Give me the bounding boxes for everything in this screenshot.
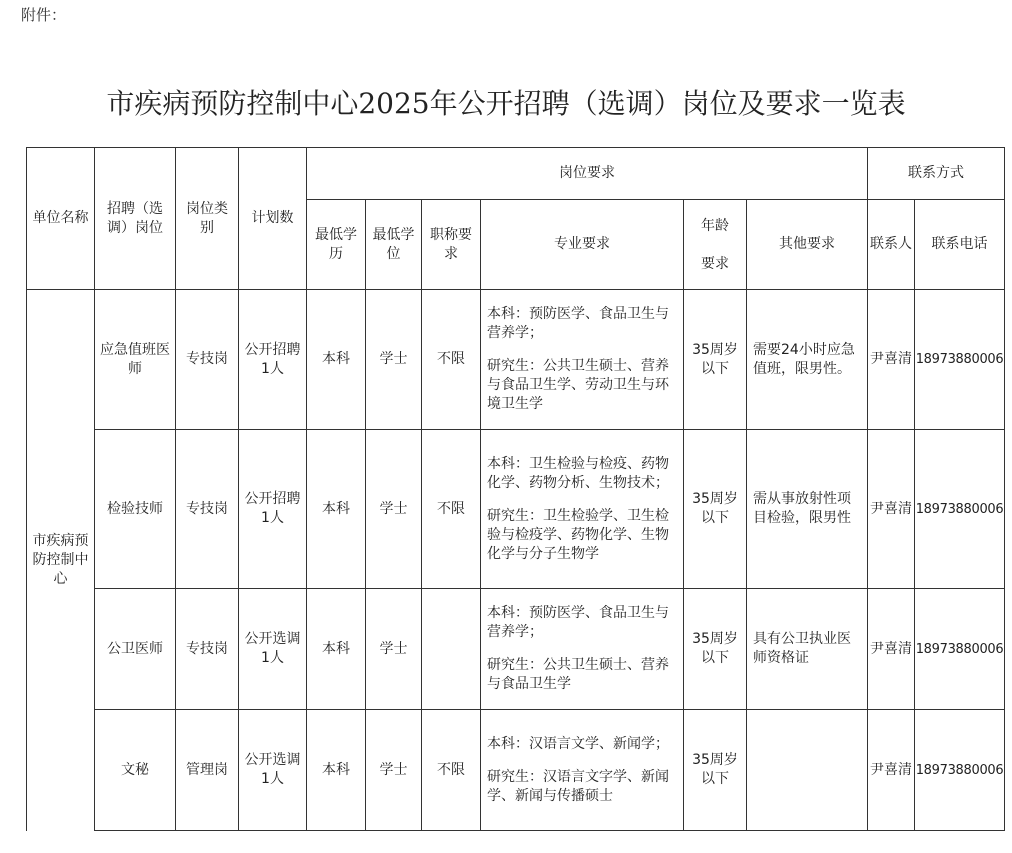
header-age-req-line2: 要求 [701, 255, 729, 272]
position-cell: 应急值班医师 [95, 290, 176, 430]
major-grad: 研究生：公共卫生硕士、营养与食品卫生学 [487, 657, 669, 692]
header-category: 岗位类别 [176, 148, 239, 290]
education-cell: 本科 [307, 710, 366, 831]
header-unit: 单位名称 [27, 148, 95, 290]
header-contact-phone: 联系电话 [915, 200, 1005, 290]
major-req-cell [481, 290, 684, 430]
header-requirements: 岗位要求 [307, 148, 868, 200]
header-contact-method: 联系方式 [868, 148, 1005, 200]
plan-cell: 公开选调1人 [239, 589, 307, 710]
major-grad: 研究生：公共卫生硕士、营养与食品卫生学、劳动卫生与环境卫生学 [487, 358, 669, 412]
major-req-cell [481, 710, 684, 831]
other-req-cell: 具有公卫执业医师资格证 [747, 589, 868, 710]
category-cell: 专技岗 [176, 430, 239, 589]
contact-phone-cell: 18973880006 [915, 430, 1005, 589]
attachment-label: 附件： [21, 6, 67, 24]
requirements-table [26, 147, 1005, 831]
table-row [27, 710, 1005, 831]
table-row [27, 430, 1005, 589]
table-row [27, 589, 1005, 710]
header-min-degree: 最低学位 [366, 200, 422, 290]
age-cell: 35周岁以下 [684, 589, 747, 710]
category-cell: 专技岗 [176, 290, 239, 430]
header-row-1 [27, 148, 1005, 200]
contact-person-cell: 尹喜清 [868, 290, 915, 430]
title-req-cell: 不限 [422, 290, 481, 430]
contact-phone-cell: 18973880006 [915, 290, 1005, 430]
major-req-cell [481, 589, 684, 710]
header-min-education: 最低学历 [307, 200, 366, 290]
header-plan: 计划数 [239, 148, 307, 290]
position-cell: 检验技师 [95, 430, 176, 589]
major-grad: 研究生：汉语言文字学、新闻学、新闻与传播硕士 [487, 768, 669, 804]
position-cell: 公卫医师 [95, 589, 176, 710]
education-cell: 本科 [307, 430, 366, 589]
title-req-cell: 不限 [422, 430, 481, 589]
degree-cell: 学士 [366, 589, 422, 710]
degree-cell: 学士 [366, 430, 422, 589]
plan-cell: 公开选调1人 [239, 710, 307, 831]
major-grad: 研究生：卫生检验学、卫生检验与检疫学、药物化学、生物化学与分子生物学 [487, 507, 669, 562]
category-cell: 管理岗 [176, 710, 239, 831]
contact-phone-cell: 18973880006 [915, 710, 1005, 831]
contact-person-cell: 尹喜清 [868, 710, 915, 831]
header-contact-person: 联系人 [868, 200, 915, 290]
unit-name-cell: 市疾病预防控制中心 [27, 290, 95, 831]
major-undergrad: 本科：预防医学、食品卫生与营养学； [487, 306, 669, 341]
other-req-cell: 需从事放射性项目检验，限男性 [747, 430, 868, 589]
other-req-cell [747, 710, 868, 831]
degree-cell: 学士 [366, 710, 422, 831]
header-title-req: 职称要求 [422, 200, 481, 290]
plan-cell: 公开招聘1人 [239, 430, 307, 589]
age-cell: 35周岁以下 [684, 430, 747, 589]
major-undergrad: 本科：预防医学、食品卫生与营养学； [487, 605, 669, 640]
header-position: 招聘（选调）岗位 [95, 148, 176, 290]
header-age-req [684, 200, 747, 290]
age-cell: 35周岁以下 [684, 290, 747, 430]
position-cell: 文秘 [95, 710, 176, 831]
header-other-req: 其他要求 [747, 200, 868, 290]
category-cell: 专技岗 [176, 589, 239, 710]
title-req-cell: 不限 [422, 710, 481, 831]
contact-person-cell: 尹喜清 [868, 589, 915, 710]
major-undergrad: 本科：汉语言文学、新闻学； [487, 735, 669, 752]
education-cell: 本科 [307, 290, 366, 430]
major-req-cell [481, 430, 684, 589]
table-row [27, 290, 1005, 430]
header-major-req: 专业要求 [481, 200, 684, 290]
other-req-cell: 需要24小时应急值班，限男性。 [747, 290, 868, 430]
contact-person-cell: 尹喜清 [868, 430, 915, 589]
header-age-req-line1: 年龄 [701, 217, 729, 234]
contact-phone-cell: 18973880006 [915, 589, 1005, 710]
page-title: 市疾病预防控制中心2025年公开招聘（选调）岗位及要求一览表 [106, 87, 906, 120]
major-undergrad: 本科：卫生检验与检疫、药物化学、药物分析、生物技术； [487, 455, 669, 491]
age-cell: 35周岁以下 [684, 710, 747, 831]
plan-cell: 公开招聘1人 [239, 290, 307, 430]
degree-cell: 学士 [366, 290, 422, 430]
title-req-cell [422, 589, 481, 710]
education-cell: 本科 [307, 589, 366, 710]
